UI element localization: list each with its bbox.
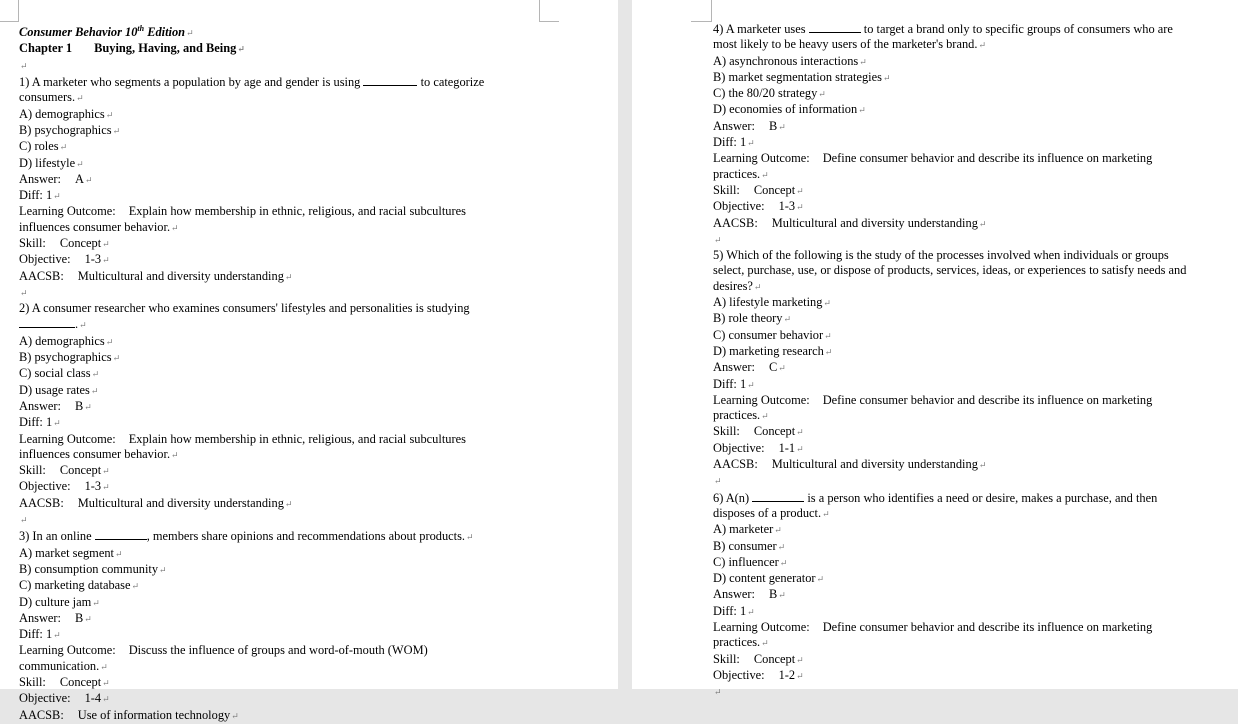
paragraph-mark: ↵ <box>237 44 245 55</box>
paragraph-mark: ↵ <box>816 574 825 585</box>
option <box>19 123 529 139</box>
text-run: 5) Which of the following is the study of the processes involved when individuals or groups <box>713 248 1169 263</box>
objective-line <box>713 199 1228 215</box>
answer-blank <box>19 316 75 328</box>
skill-line <box>19 236 529 252</box>
paragraph-mark: ↵ <box>796 443 804 454</box>
text-line <box>19 447 529 463</box>
paragraph-mark: ↵ <box>761 638 769 649</box>
text-run: Chapter 1 <box>19 41 73 56</box>
answer-blank <box>95 528 147 540</box>
learning-outcome <box>713 620 1228 635</box>
option <box>713 102 1228 118</box>
paragraph-mark: ↵ <box>859 56 867 67</box>
option <box>19 350 529 366</box>
option <box>19 546 529 562</box>
text-run: Learning Outcome: <box>19 643 116 658</box>
text-run: C) influencer <box>713 554 779 569</box>
text-line <box>19 90 529 106</box>
question-3 <box>19 528 529 724</box>
text-run: D) usage rates <box>19 382 90 397</box>
paragraph-mark: ↵ <box>823 298 831 309</box>
paragraph-mark: ↵ <box>796 202 804 213</box>
paragraph-mark: ↵ <box>102 238 110 249</box>
difficulty-line <box>713 377 1228 393</box>
paragraph-mark: ↵ <box>84 401 92 412</box>
text-run: Diff: 1 <box>19 188 53 203</box>
text-run: Skill: <box>19 675 46 689</box>
question-stem <box>19 74 529 90</box>
text-run: Discuss the influence of groups and word-of-mouth (WOM) <box>128 643 428 658</box>
text-run: D) content generator <box>713 571 816 586</box>
crop-mark <box>539 21 559 22</box>
paragraph-mark: ↵ <box>102 482 110 493</box>
paragraph-mark: ↵ <box>91 369 100 380</box>
option <box>19 366 529 382</box>
question-stem <box>713 248 1228 263</box>
option <box>19 334 529 350</box>
question-4 <box>713 21 1228 232</box>
page-gap <box>618 0 632 689</box>
paragraph-mark: ↵ <box>112 125 121 136</box>
document-page-right <box>632 0 1238 698</box>
option <box>713 54 1228 70</box>
paragraph-mark: ↵ <box>774 525 782 536</box>
option <box>713 539 1228 555</box>
crop-mark <box>711 0 712 22</box>
option <box>713 555 1228 571</box>
text-run: 1-3 <box>84 479 102 494</box>
text-run: Multicultural and diversity understanding <box>77 268 284 283</box>
paragraph-mark: ↵ <box>159 564 167 575</box>
answer-line <box>713 587 1228 603</box>
skill-line <box>19 463 529 479</box>
text-run: 6) A(n) <box>713 490 750 505</box>
page-content[interactable] <box>713 21 1228 700</box>
text-run: B) consumer <box>713 538 777 553</box>
text-run: B) psychographics <box>19 122 112 137</box>
text-run: C) marketing database <box>19 578 131 593</box>
text-run: Learning Outcome: <box>713 619 810 634</box>
text-run: A) marketer <box>713 522 774 537</box>
learning-outcome <box>713 393 1228 408</box>
text-run: , members share opinions and recommendations about products. <box>146 529 466 544</box>
paragraph-mark: ↵ <box>20 287 28 298</box>
text-run: influences consumer behavior. <box>19 446 171 461</box>
text-run: Concept <box>59 235 102 250</box>
skill-line <box>713 183 1228 199</box>
question-stem <box>19 528 529 545</box>
answer-blank <box>363 74 417 86</box>
text-run: B <box>768 587 778 602</box>
text-run: Concept <box>59 463 102 478</box>
text-run: Objective: <box>19 252 71 267</box>
text-run: select, purchase, use, or dispose of products, services, ideas, or experiences to satisfy needs and <box>713 263 1187 278</box>
paragraph-mark: ↵ <box>102 466 110 477</box>
text-run: C) consumer behavior <box>713 327 824 342</box>
question-6 <box>713 490 1228 685</box>
text-run: C) social class <box>19 366 91 381</box>
paragraph-mark: ↵ <box>20 60 28 71</box>
paragraph-mark: ↵ <box>796 670 804 681</box>
question-5 <box>713 248 1228 473</box>
text-run: practices. <box>713 166 761 181</box>
skill-line <box>713 652 1228 668</box>
document-page-left <box>0 0 618 722</box>
difficulty-line <box>19 415 529 431</box>
text-run: Multicultural and diversity understanding <box>771 215 978 230</box>
option <box>713 311 1228 327</box>
option <box>19 107 529 123</box>
option <box>19 383 529 399</box>
text-run: Concept <box>59 675 102 689</box>
text-run: Answer: <box>19 610 61 625</box>
paragraph-mark: ↵ <box>978 460 987 471</box>
paragraph-mark: ↵ <box>76 93 84 104</box>
text-run: C) the 80/20 strategy <box>713 86 818 101</box>
paragraph-mark: ↵ <box>20 515 28 526</box>
paragraph-mark: ↵ <box>112 353 121 364</box>
text-run: desires? <box>713 278 753 293</box>
paragraph-mark: ↵ <box>978 40 986 51</box>
text-run: Explain how membership in ethnic, religious, and racial subcultures <box>128 431 466 446</box>
paragraph-mark: ↵ <box>747 138 755 149</box>
paragraph-mark: ↵ <box>779 557 788 568</box>
text-run: Learning Outcome: <box>19 204 116 219</box>
text-run: Multicultural and diversity understanding <box>77 495 284 510</box>
text-run: most likely to be heavy users of the marketer's brand. <box>713 37 978 52</box>
paragraph-mark: ↵ <box>171 222 179 233</box>
paragraph-mark: ↵ <box>284 271 293 282</box>
text-run: Answer: <box>19 398 61 413</box>
text-run: communication. <box>19 658 100 673</box>
paragraph-mark: ↵ <box>53 418 61 429</box>
text-run: D) culture jam <box>19 594 92 609</box>
text-run: B) consumption community <box>19 561 159 576</box>
text-run: 1) A marketer who segments a population by age and gender is using <box>19 75 361 90</box>
text-line <box>19 220 529 236</box>
difficulty-line <box>19 188 529 204</box>
difficulty-line <box>713 604 1228 620</box>
option <box>713 344 1228 360</box>
paragraph-mark: ↵ <box>102 255 110 266</box>
text-line <box>713 408 1228 424</box>
paragraph-mark: ↵ <box>824 346 833 357</box>
crop-mark <box>0 21 19 22</box>
objective-line <box>19 691 529 707</box>
text-run: Objective: <box>713 199 765 214</box>
empty-paragraph <box>19 58 529 74</box>
text-line <box>19 316 529 333</box>
text-run: Objective: <box>713 667 765 682</box>
paragraph-mark: ↵ <box>92 597 100 608</box>
text-run: B <box>74 610 84 625</box>
text-line <box>713 37 1228 53</box>
text-line <box>713 279 1228 295</box>
text-run: Edition <box>144 25 186 40</box>
page-content[interactable] <box>19 21 529 724</box>
paragraph-mark: ↵ <box>753 281 762 292</box>
text-run: Concept <box>753 424 796 439</box>
text-run: 2) A consumer researcher who examines consumers' lifestyles and personalities is studying <box>19 301 470 316</box>
objective-line <box>19 252 529 268</box>
learning-outcome <box>19 643 529 658</box>
text-run: to target a brand only to specific groups of consumers who are <box>863 22 1173 36</box>
text-run: B <box>768 118 778 133</box>
text-run: 3) In an online <box>19 529 92 544</box>
option <box>713 86 1228 102</box>
text-run: 1-3 <box>778 199 796 214</box>
paragraph-mark: ↵ <box>105 336 114 347</box>
question-stem <box>713 490 1228 506</box>
text-run: Diff: 1 <box>19 627 53 642</box>
paragraph-mark: ↵ <box>171 449 179 460</box>
paragraph-mark: ↵ <box>90 385 99 396</box>
text-run: AACSB: <box>713 457 758 472</box>
text-run: Answer: <box>19 171 61 186</box>
paragraph-mark: ↵ <box>102 678 110 688</box>
aacsb-line <box>713 216 1228 232</box>
paragraph-mark: ↵ <box>778 590 786 601</box>
skill-line <box>713 424 1228 440</box>
paragraph-mark: ↵ <box>747 606 755 617</box>
aacsb-line <box>19 708 529 724</box>
paragraph-mark: ↵ <box>822 508 830 519</box>
paragraph-mark: ↵ <box>796 185 804 196</box>
paragraph-mark: ↵ <box>79 320 87 331</box>
option <box>713 328 1228 344</box>
text-run: A) lifestyle marketing <box>713 295 823 310</box>
text-run: A) demographics <box>19 333 105 348</box>
text-line <box>713 635 1228 651</box>
text-run: Answer: <box>713 587 755 602</box>
paragraph-mark: ↵ <box>100 661 108 672</box>
text-run: 1-3 <box>84 252 102 267</box>
text-run: AACSB: <box>19 268 64 283</box>
objective-line <box>713 441 1228 457</box>
paragraph-mark: ↵ <box>53 630 61 641</box>
paragraph-mark: ↵ <box>796 654 804 665</box>
text-run: practices. <box>713 635 761 650</box>
text-run: D) marketing research <box>713 343 824 358</box>
paragraph-mark: ↵ <box>76 158 84 169</box>
option <box>19 562 529 578</box>
text-run: C) roles <box>19 139 59 154</box>
option <box>713 571 1228 587</box>
text-run: Use of information technology <box>77 707 231 722</box>
answer-line <box>19 611 529 627</box>
chapter-heading <box>19 41 529 57</box>
text-run: 1-4 <box>84 691 102 706</box>
paragraph-mark: ↵ <box>84 613 92 624</box>
answer-blank <box>752 490 804 502</box>
empty-paragraph <box>19 285 529 301</box>
learning-outcome <box>19 204 529 219</box>
paragraph-mark: ↵ <box>882 72 891 83</box>
answer-line <box>19 399 529 415</box>
text-run: Define consumer behavior and describe its influence on marketing <box>822 619 1153 634</box>
text-run: Objective: <box>19 479 71 494</box>
paragraph-mark: ↵ <box>714 234 722 245</box>
paragraph-mark: ↵ <box>59 142 68 153</box>
paragraph-mark: ↵ <box>778 121 786 132</box>
paragraph-mark: ↵ <box>466 532 474 543</box>
text-run: influences consumer behavior. <box>19 219 171 234</box>
text-run: 4) A marketer uses <box>713 22 806 36</box>
option <box>713 522 1228 538</box>
text-run: th <box>137 24 145 33</box>
option <box>713 295 1228 311</box>
answer-blank <box>809 21 861 33</box>
text-run: A) asynchronous interactions <box>713 53 859 68</box>
paragraph-mark: ↵ <box>284 498 293 509</box>
text-run: Diff: 1 <box>713 376 747 391</box>
text-run: A <box>74 171 84 186</box>
option <box>19 156 529 172</box>
crop-mark <box>539 0 540 22</box>
paragraph-mark: ↵ <box>231 710 239 721</box>
option <box>19 578 529 594</box>
text-run: to categorize <box>420 75 485 90</box>
text-line <box>713 506 1228 522</box>
learning-outcome <box>713 151 1228 166</box>
text-run: Skill: <box>19 463 46 478</box>
difficulty-line <box>19 627 529 643</box>
text-run: Diff: 1 <box>713 603 747 618</box>
empty-paragraph <box>713 684 1228 700</box>
paragraph-mark: ↵ <box>858 105 866 116</box>
text-line <box>713 167 1228 183</box>
text-run: Learning Outcome: <box>713 392 810 407</box>
answer-line <box>19 172 529 188</box>
text-run: AACSB: <box>19 495 64 510</box>
text-run: D) lifestyle <box>19 155 76 170</box>
question-stem <box>19 301 529 316</box>
option <box>19 595 529 611</box>
text-run: Concept <box>753 651 796 666</box>
aacsb-line <box>19 496 529 512</box>
question-1 <box>19 74 529 285</box>
text-run: Skill: <box>713 651 740 666</box>
text-run: Multicultural and diversity understanding <box>771 457 978 472</box>
option <box>19 139 529 155</box>
objective-line <box>713 668 1228 684</box>
text-run: 1-2 <box>778 667 796 682</box>
aacsb-line <box>19 269 529 285</box>
text-run: disposes of a product. <box>713 505 822 520</box>
text-run: Diff: 1 <box>19 415 53 430</box>
crop-mark <box>691 21 712 22</box>
difficulty-line <box>713 135 1228 151</box>
text-run: Skill: <box>713 424 740 439</box>
paragraph-mark: ↵ <box>84 174 93 185</box>
paragraph-mark: ↵ <box>747 379 755 390</box>
text-run: . <box>75 317 79 332</box>
text-run: Answer: <box>713 118 755 133</box>
paragraph-mark: ↵ <box>761 169 769 180</box>
paragraph-mark: ↵ <box>761 411 769 422</box>
paragraph-mark: ↵ <box>714 687 722 698</box>
text-line <box>19 659 529 675</box>
text-run: Buying, Having, and Being <box>94 41 237 56</box>
text-run: Concept <box>753 182 796 197</box>
text-run: Skill: <box>713 182 740 197</box>
text-run: practices. <box>713 408 761 423</box>
text-run: 1-1 <box>778 440 796 455</box>
question-stem <box>713 21 1228 37</box>
objective-line <box>19 479 529 495</box>
text-run: Objective: <box>19 691 71 706</box>
text-run: Skill: <box>19 235 46 250</box>
paragraph-mark: ↵ <box>783 314 792 325</box>
text-run: Diff: 1 <box>713 135 747 150</box>
text-run: consumers. <box>19 90 76 105</box>
text-run: C <box>768 360 778 375</box>
text-run: Explain how membership in ethnic, religious, and racial subcultures <box>128 204 466 219</box>
text-run: B) role theory <box>713 311 783 326</box>
text-run: D) economies of information <box>713 102 858 117</box>
paragraph-mark: ↵ <box>102 694 110 705</box>
paragraph-mark: ↵ <box>714 476 722 487</box>
learning-outcome <box>19 432 529 447</box>
answer-line <box>713 360 1228 376</box>
text-run: B) psychographics <box>19 350 112 365</box>
text-run: B) market segmentation strategies <box>713 69 882 84</box>
paragraph-mark: ↵ <box>53 191 61 202</box>
text-line <box>713 263 1228 278</box>
text-run: AACSB: <box>19 707 64 722</box>
book-title <box>19 21 529 41</box>
paragraph-mark: ↵ <box>777 541 786 552</box>
empty-paragraph <box>713 473 1228 489</box>
aacsb-line <box>713 457 1228 473</box>
text-run: AACSB: <box>713 215 758 230</box>
paragraph-mark: ↵ <box>186 28 194 39</box>
text-run: A) demographics <box>19 106 105 121</box>
text-run: is a person who identifies a need or desire, makes a purchase, and then <box>807 490 1158 505</box>
text-run: Define consumer behavior and describe its influence on marketing <box>822 151 1153 166</box>
text-run: Define consumer behavior and describe its influence on marketing <box>822 392 1153 407</box>
text-run: B <box>74 398 84 413</box>
empty-paragraph <box>19 512 529 528</box>
crop-mark <box>18 0 19 22</box>
paragraph-mark: ↵ <box>796 427 804 438</box>
paragraph-mark: ↵ <box>978 218 987 229</box>
option <box>713 70 1228 86</box>
question-2 <box>19 301 529 512</box>
text-run: Answer: <box>713 360 755 375</box>
text-run: Learning Outcome: <box>713 151 810 166</box>
paragraph-mark: ↵ <box>824 330 832 341</box>
paragraph-mark: ↵ <box>131 581 140 592</box>
paragraph-mark: ↵ <box>778 363 786 374</box>
text-run: A) market segment <box>19 545 114 560</box>
text-run: Learning Outcome: <box>19 431 116 446</box>
skill-line <box>19 675 529 691</box>
answer-line <box>713 119 1228 135</box>
paragraph-mark: ↵ <box>114 548 123 559</box>
paragraph-mark: ↵ <box>105 109 114 120</box>
empty-paragraph <box>713 232 1228 248</box>
paragraph-mark: ↵ <box>818 89 826 100</box>
text-run: Consumer Behavior 10 <box>19 25 138 40</box>
text-run: Objective: <box>713 440 765 455</box>
